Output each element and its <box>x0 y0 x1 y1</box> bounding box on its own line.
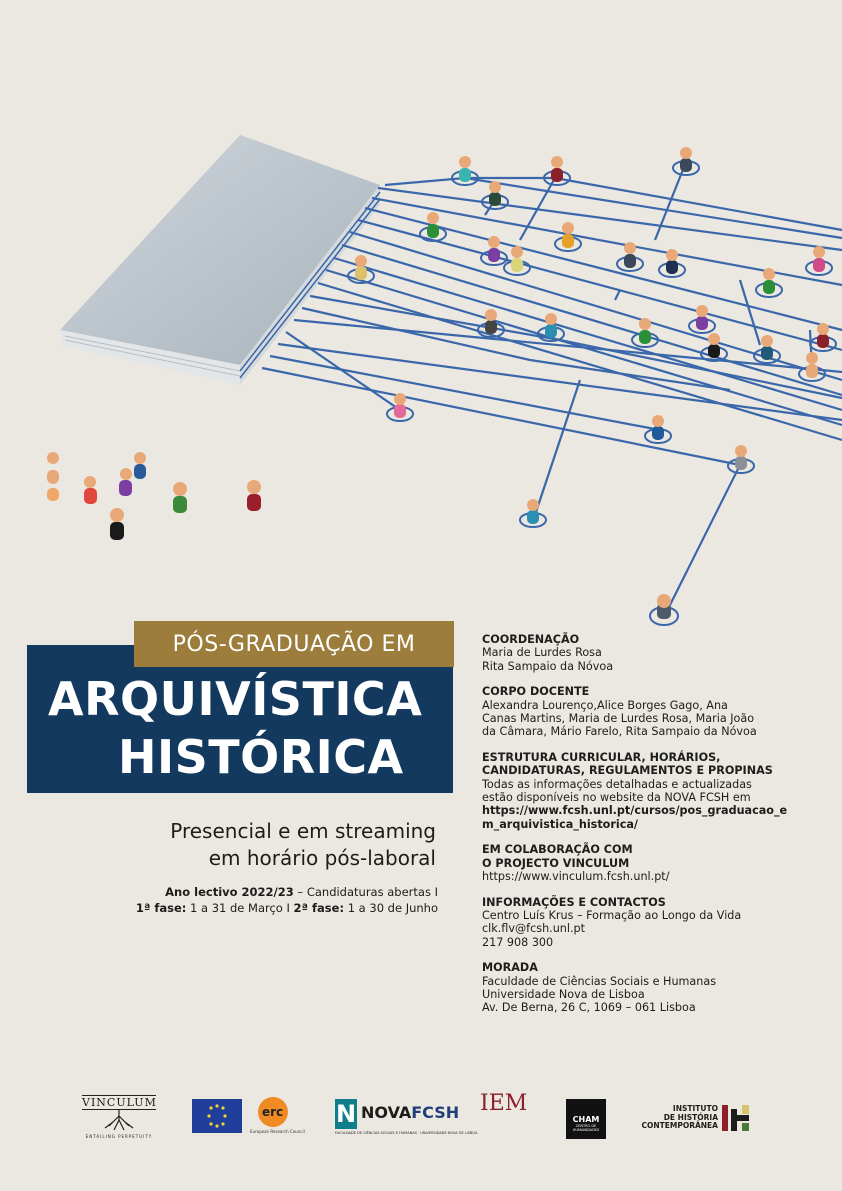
address-heading: MORADA <box>482 961 538 975</box>
person-figure <box>84 476 97 504</box>
faculty-line: Alexandra Lourenço,Alice Borges Gago, Ana <box>482 698 728 712</box>
structure-url-1[interactable]: https://www.fcsh.unl.pt/cursos/pos_graduacao_e <box>482 804 788 818</box>
eu-flag-icon <box>192 1099 242 1133</box>
person-figure <box>110 508 124 540</box>
person-figure <box>173 482 187 513</box>
person-figure <box>659 249 685 277</box>
person-figure <box>806 246 832 275</box>
eyebrow-band <box>134 621 454 667</box>
address-line: Universidade Nova de Lisboa <box>482 987 645 1001</box>
contacts-line: Centro Luís Krus – Formação ao Longo da Vida <box>482 908 742 922</box>
vinculum-logo: VINCULUM ENTAILING PERPETUITY <box>82 1096 157 1139</box>
subtitle-line-2: em horário pós-laboral <box>208 846 436 870</box>
structure-section <box>482 751 827 831</box>
person-figure <box>452 156 478 185</box>
contact-email[interactable]: clk.flv@fcsh.unl.pt <box>482 922 586 936</box>
eyebrow-text: PÓS-GRADUAÇÃO EM <box>172 631 416 657</box>
iem-logo: IEM <box>480 1091 528 1116</box>
collaboration-section <box>482 843 827 883</box>
coordination-line: Rita Sampaio da Nóvoa <box>482 659 614 673</box>
faculty-section <box>482 685 827 739</box>
nova-fcsh-logo: N NOVAFCSH FACULDADE DE CIÊNCIAS SOCIAIS E HUMANAS · UNIVERSIDADE NOVA DE LISBOA <box>335 1100 478 1135</box>
contacts-section <box>482 896 827 950</box>
info-column <box>482 633 827 1027</box>
person-figure <box>119 468 132 496</box>
faculty-heading: CORPO DOCENTE <box>482 685 590 699</box>
structure-heading-2: CANDIDATURAS, REGULAMENTOS E PROPINAS <box>482 764 773 778</box>
person-figure <box>673 147 699 175</box>
structure-line: Todas as informações detalhadas e actualizadas <box>482 777 752 791</box>
cham-logo: CHAM CENTRO DE HUMANIDADES <box>566 1099 606 1139</box>
person-figure <box>134 452 146 479</box>
vinculum-link[interactable]: https://www.vinculum.fcsh.unl.pt/ <box>482 870 670 884</box>
book-shape <box>60 135 380 385</box>
ihc-logo: INSTITUTO DE HISTÓRIA CONTEMPORÂNEA <box>640 1105 760 1139</box>
faculty-line: da Câmara, Mário Farelo, Rita Sampaio da Nóvoa <box>482 725 757 739</box>
nova-n-icon: N <box>335 1100 357 1128</box>
person-figure <box>520 499 546 527</box>
dates-line-2: 1ª fase: 1 a 31 de Março I 2ª fase: 1 a 30 de Junho <box>135 901 438 915</box>
person-figure <box>481 236 507 265</box>
structure-url-2[interactable]: m_arquivistica_historica/ <box>482 817 638 831</box>
person-figure <box>247 480 261 511</box>
faculty-line: Canas Martins, Maria de Lurdes Rosa, Maria João <box>482 712 755 726</box>
dates-line-1: Ano lectivo 2022/23 – Candidaturas abertas I <box>165 885 438 899</box>
collaboration-heading-2: O PROJECTO VINCULUM <box>482 856 630 870</box>
person-figure <box>47 472 59 501</box>
structure-line: estão disponíveis no website da NOVA FCSH em <box>482 791 751 805</box>
address-line: Faculdade de Ciências Sociais e Humanas <box>482 974 717 988</box>
person-figure <box>728 445 754 473</box>
person-figure <box>799 352 825 381</box>
coordination-heading: COORDENAÇÃO <box>482 633 580 646</box>
subtitle-line-1: Presencial e em streaming <box>170 819 436 843</box>
address-section <box>482 961 827 1015</box>
title-line-2: HISTÓRICA <box>118 730 404 784</box>
tree-roots-icon <box>99 1110 139 1130</box>
contacts-heading: INFORMAÇÕES E CONTACTOS <box>482 895 666 909</box>
person-figure <box>701 333 727 361</box>
collaboration-heading-1: EM COLABORAÇÃO COM <box>482 843 633 857</box>
partner-logos <box>0 1085 842 1145</box>
contact-phone: 217 908 300 <box>482 935 554 949</box>
address-line: Av. De Berna, 26 C, 1069 – 061 Lisboa <box>482 1001 696 1015</box>
coordination-line: Maria de Lurdes Rosa <box>482 646 602 660</box>
title-line-1: ARQUIVÍSTICA <box>48 672 423 726</box>
ihc-mark-icon <box>722 1105 752 1133</box>
coordination-section <box>482 633 827 673</box>
structure-heading-1: ESTRUTURA CURRICULAR, HORÁRIOS, <box>482 750 721 764</box>
erc-logo: erc European Research Council <box>250 1097 294 1141</box>
